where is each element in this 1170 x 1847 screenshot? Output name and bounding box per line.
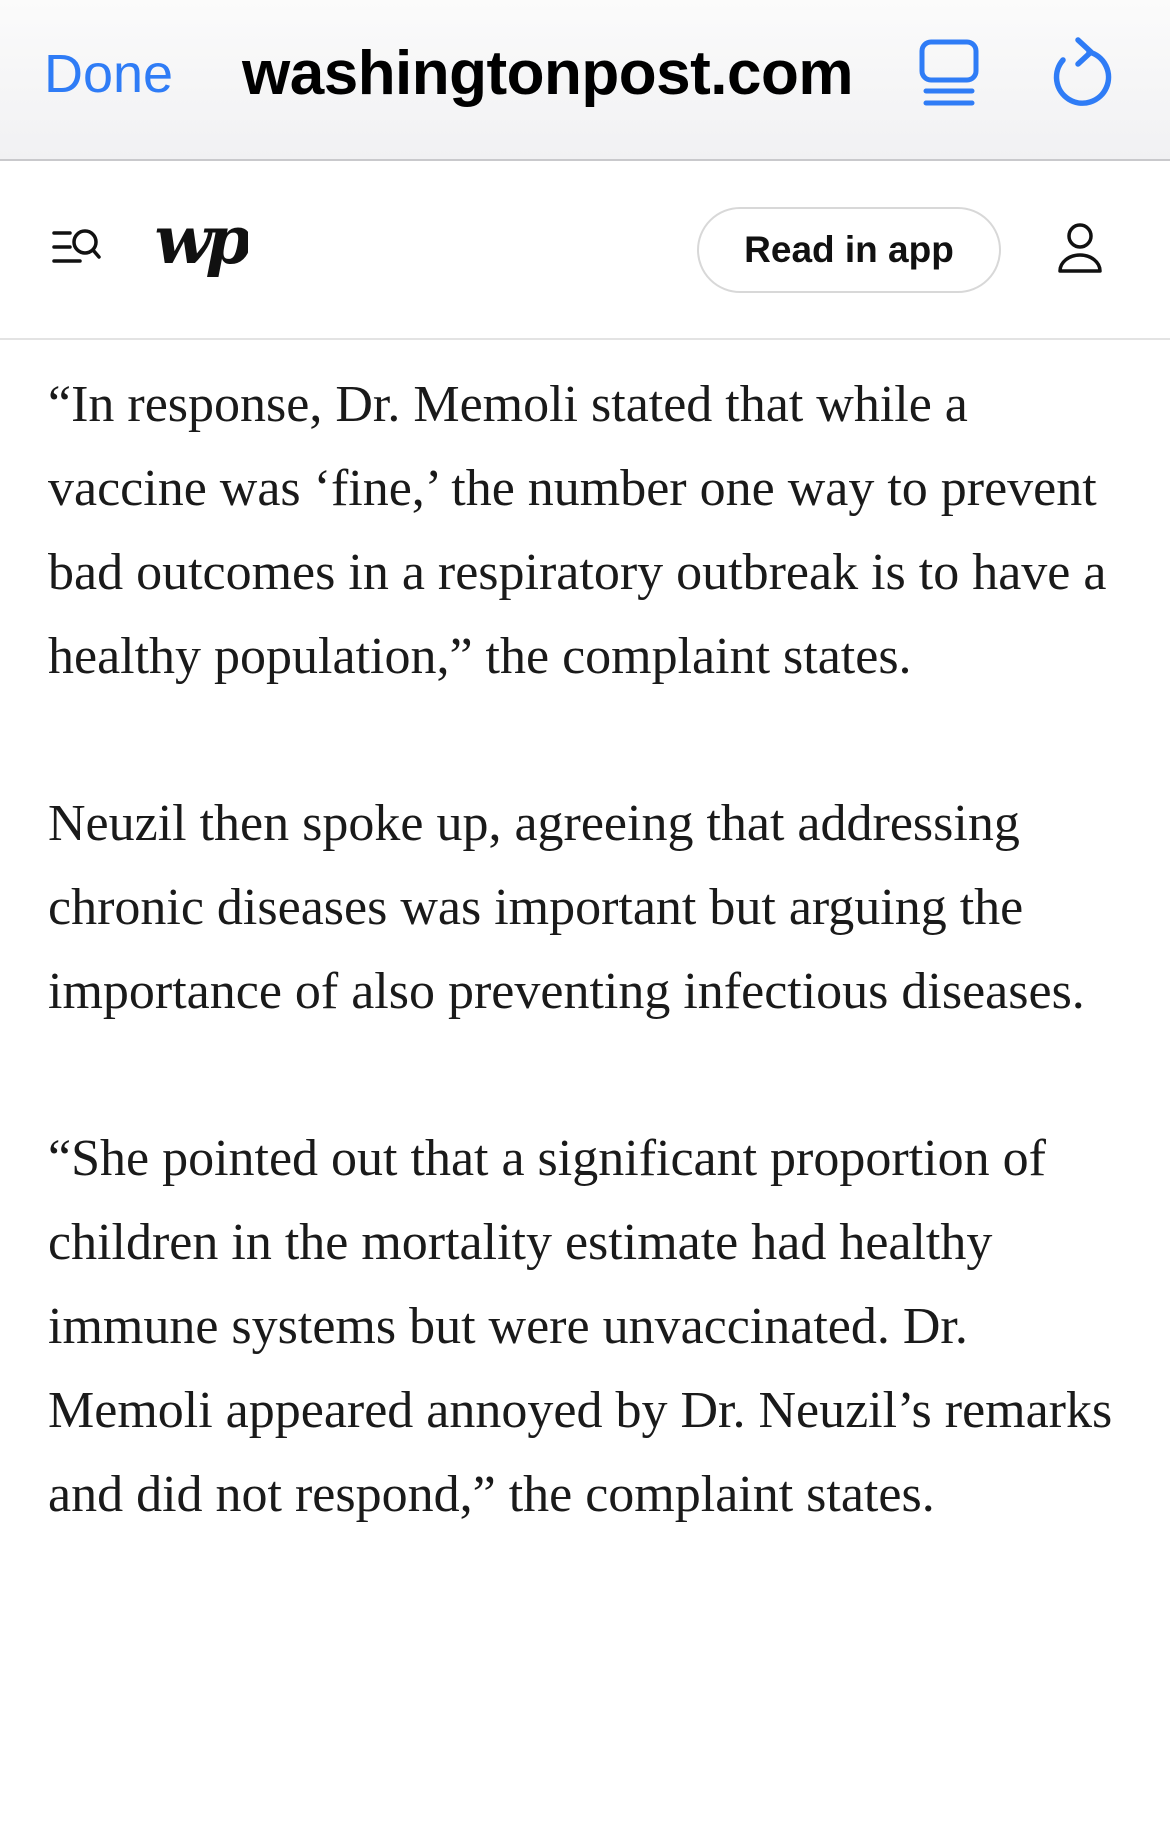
reload-icon[interactable] xyxy=(1048,36,1114,110)
article-paragraph: “In response, Dr. Memoli stated that while a vaccine was ‘fine,’ the number one way to prevent bad outcomes in a respiratory outbreak is to have a healthy population,” the complaint states. xyxy=(48,376,1107,685)
reader-mode-icon[interactable] xyxy=(918,38,980,108)
account-icon[interactable] xyxy=(1056,221,1104,275)
article-body xyxy=(48,363,1128,1620)
article-paragraph: Neuzil then spoke up, agreeing that addressing chronic diseases was important but arguing the importance of also preventing infectious diseases. xyxy=(48,795,1085,1020)
site-header xyxy=(0,161,1170,340)
done-button[interactable]: Done xyxy=(44,44,174,104)
article-paragraph: “She pointed out that a significant proportion of children in the mortality estimate had healthy immune systems but were unvaccinated. Dr. Memoli appeared annoyed by Dr. Neuzil’s remarks and did not respond,” the complaint states. xyxy=(48,1130,1113,1523)
read-in-app-button[interactable]: Read in app xyxy=(697,207,1001,293)
address-bar-url[interactable]: washingtonpost.com xyxy=(242,39,853,108)
washington-post-logo[interactable] xyxy=(152,201,248,291)
menu-search-icon[interactable] xyxy=(52,227,102,271)
logo-glyphs: wp xyxy=(154,201,246,279)
browser-toolbar xyxy=(0,0,1170,161)
